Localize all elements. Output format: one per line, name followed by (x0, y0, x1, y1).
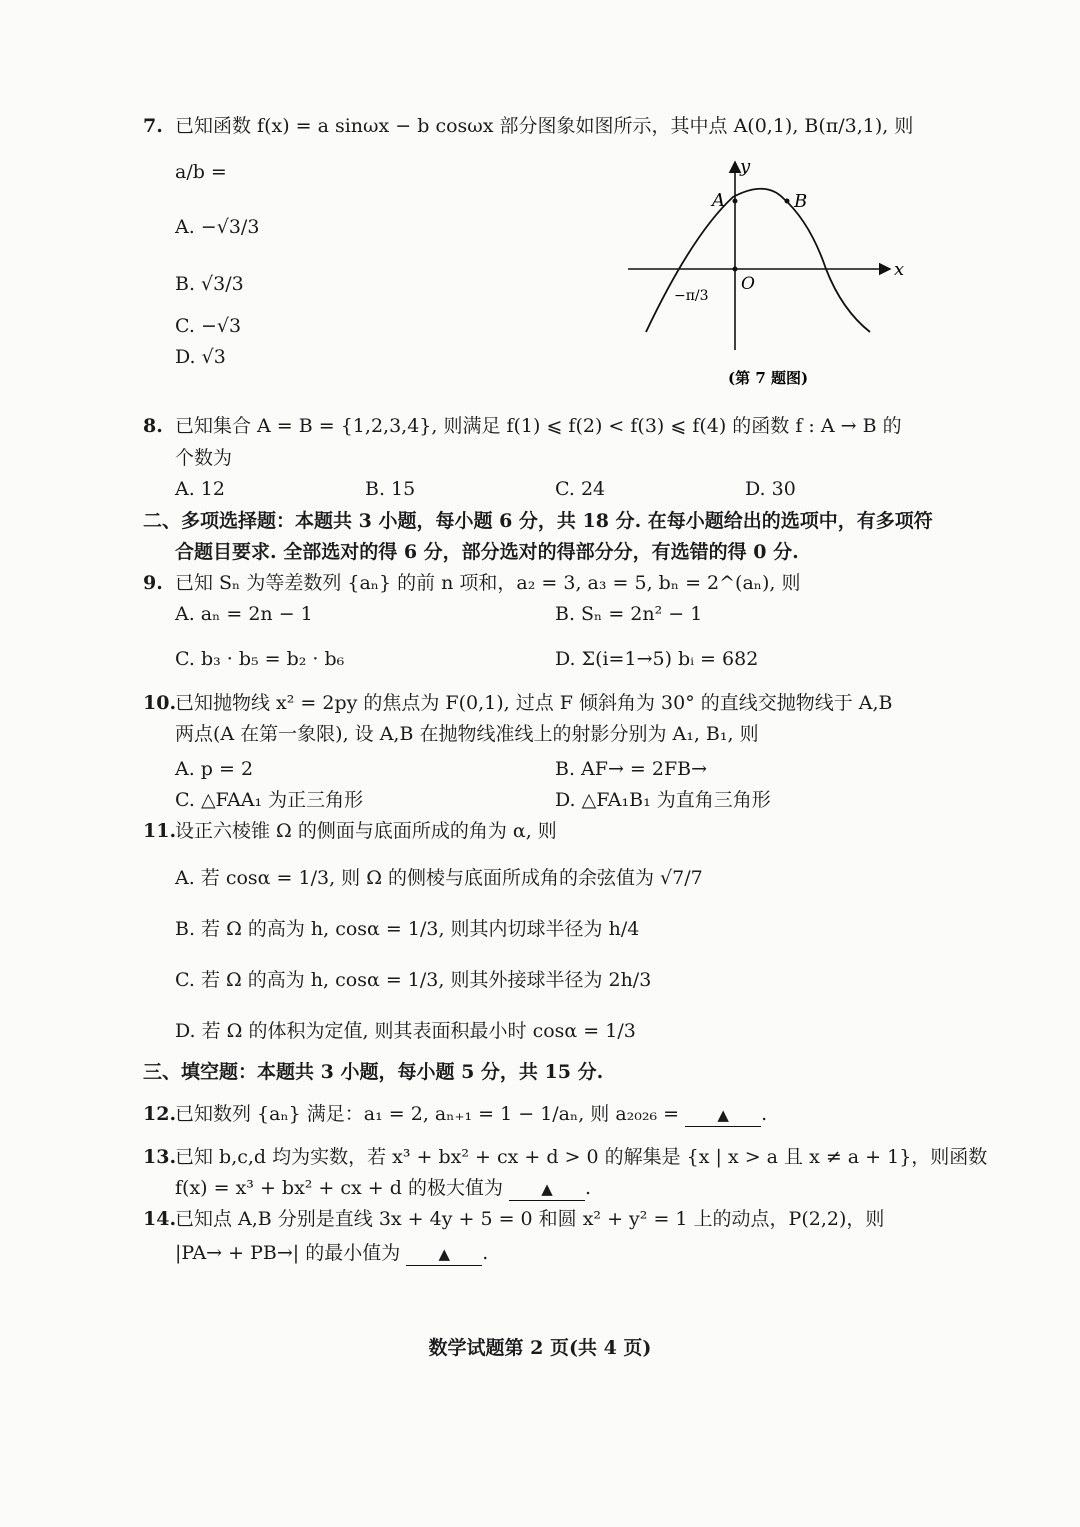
question-13-stem-2 (175, 1174, 591, 1202)
question-text: 已知数列 {aₙ} 满足：a₁ = 2, aₙ₊₁ = 1 − 1/aₙ, 则 a₂₀₂₆ = (175, 1103, 680, 1125)
origin-dot (733, 267, 738, 272)
question-text: 已知集合 A = B = {1,2,3,4}, 则满足 f(1) ⩽ f(2) < f(3) ⩽ f(4) 的函数 f : A → B 的 (175, 415, 902, 437)
question-tail: . (585, 1177, 592, 1199)
option-c: C. b₃ · b₅ = b₂ · b₆ (175, 648, 345, 670)
question-9-stem (143, 569, 801, 597)
point-a-dot (733, 199, 738, 204)
question-10-stem (143, 689, 893, 717)
question-number: 10. (143, 692, 177, 714)
option-b: B. √3/3 (175, 273, 244, 295)
sine-graph-figure (620, 150, 920, 395)
question-11-stem (143, 817, 557, 845)
option-c: C. 若 Ω 的高为 h, cosα = 1/3, 则其外接球半径为 2h/3 (175, 969, 652, 991)
answer-blank: ▲ (685, 1104, 761, 1127)
question-text: 已知 b,c,d 均为实数，若 x³ + bx² + cx + d > 0 的解集是 {x | x > a 且 x ≠ a + 1}，则函数 (175, 1146, 988, 1168)
point-b-dot (785, 199, 790, 204)
point-b-label: B (794, 191, 808, 212)
question-number: 13. (143, 1146, 177, 1168)
option-a: A. 12 (175, 478, 225, 500)
answer-blank: ▲ (509, 1178, 585, 1201)
sine-curve (646, 189, 870, 332)
question-14-stem-2 (175, 1239, 488, 1267)
question-text: f(x) = x³ + bx² + cx + d 的极大值为 (175, 1177, 503, 1199)
option-a: A. −√3/3 (175, 216, 260, 238)
question-8-stem (143, 412, 902, 440)
option-a: A. aₙ = 2n − 1 (175, 603, 313, 625)
question-8-stem-2: 个数为 (175, 447, 233, 469)
option-c: C. 24 (555, 478, 606, 500)
figure-caption: (第 7 题图) (728, 369, 809, 387)
question-tail: . (761, 1103, 768, 1125)
option-d: D. 30 (745, 478, 796, 500)
point-a-label: A (712, 190, 725, 211)
question-number: 7. (143, 115, 163, 137)
question-text: 已知点 A,B 分别是直线 3x + 4y + 5 = 0 和圆 x² + y² = 1 上的动点，P(2,2)，则 (175, 1208, 885, 1230)
question-text: 已知抛物线 x² = 2py 的焦点为 F(0,1), 过点 F 倾斜角为 30° 的直线交抛物线于 A,B (175, 692, 893, 714)
question-text: |PA→ + PB→| 的最小值为 (175, 1242, 401, 1264)
question-text: 设正六棱锥 Ω 的侧面与底面所成的角为 α, 则 (175, 820, 557, 842)
section-3-heading: 三、填空题：本题共 3 小题，每小题 5 分，共 15 分. (143, 1061, 604, 1083)
section-2-heading: 二、多项选择题：本题共 3 小题，每小题 6 分，共 18 分. 在每小题给出的选项中，有多项符 (143, 510, 933, 532)
option-b: B. Sₙ = 2n² − 1 (555, 603, 703, 625)
question-7-stem-tail: a/b = (175, 161, 227, 183)
option-b: B. 若 Ω 的高为 h, cosα = 1/3, 则其内切球半径为 h/4 (175, 918, 640, 940)
question-7-stem (143, 112, 913, 140)
option-d: D. 若 Ω 的体积为定值, 则其表面积最小时 cosα = 1/3 (175, 1020, 636, 1042)
question-text: 已知 Sₙ 为等差数列 {aₙ} 的前 n 项和，a₂ = 3, a₃ = 5, bₙ = 2^(aₙ), 则 (175, 572, 801, 594)
question-tail: . (482, 1242, 489, 1264)
origin-label: O (741, 274, 755, 294)
option-a: A. p = 2 (175, 758, 254, 780)
question-10-stem-2: 两点(A 在第一象限), 设 A,B 在抛物线准线上的射影分别为 A₁, B₁, 则 (175, 723, 759, 745)
question-number: 11. (143, 820, 177, 842)
option-d: D. △FA₁B₁ 为直角三角形 (555, 789, 771, 811)
x-label: x (894, 259, 905, 280)
question-number: 14. (143, 1208, 177, 1230)
y-label: y (740, 156, 751, 177)
question-13-stem (143, 1143, 987, 1171)
question-text: 已知函数 f(x) = a sinωx − b cosωx 部分图象如图所示，其中点 A(0,1), B(π/3,1), 则 (175, 115, 914, 137)
option-c: C. △FAA₁ 为正三角形 (175, 789, 364, 811)
question-number: 12. (143, 1103, 177, 1125)
section-2-heading-2: 合题目要求. 全部选对的得 6 分，部分选对的得部分分，有选错的得 0 分. (175, 541, 799, 563)
option-a: A. 若 cosα = 1/3, 则 Ω 的侧棱与底面所成角的余弦值为 √7/7 (175, 867, 703, 889)
tick-label: −π/3 (674, 288, 709, 304)
page-footer: 数学试题第 2 页(共 4 页) (428, 1337, 652, 1359)
question-number: 8. (143, 415, 163, 437)
option-c: C. −√3 (175, 315, 242, 337)
option-d: D. √3 (175, 346, 226, 368)
option-b: B. AF→ = 2FB→ (555, 758, 708, 780)
question-12-stem (143, 1100, 767, 1128)
question-number: 9. (143, 572, 163, 594)
answer-blank: ▲ (406, 1243, 482, 1266)
question-14-stem (143, 1205, 884, 1233)
option-d: D. Σ(i=1→5) bᵢ = 682 (555, 648, 759, 670)
option-b: B. 15 (365, 478, 416, 500)
